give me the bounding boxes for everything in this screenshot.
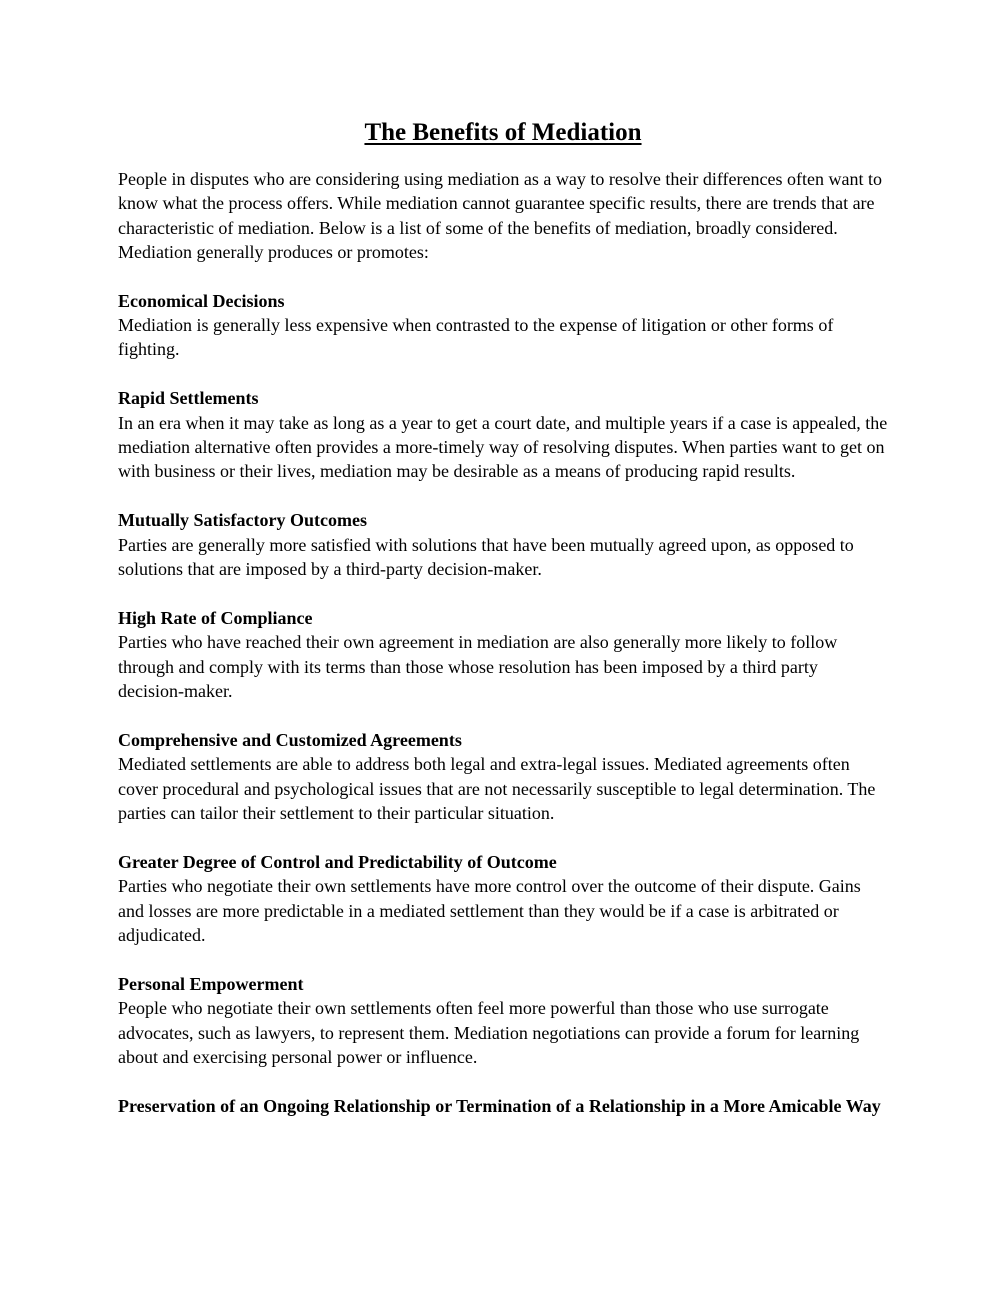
benefit-section-economical-decisions (118, 289, 888, 362)
section-body: Mediation is generally less expensive when contrasted to the expense of litigation or other forms of fighting. (118, 315, 834, 360)
section-heading: Mutually Satisfactory Outcomes (118, 510, 367, 531)
section-heading: High Rate of Compliance (118, 607, 313, 628)
document-page (118, 117, 888, 1143)
benefit-section-control-and-predictability (118, 850, 888, 948)
section-heading: Personal Empowerment (118, 973, 304, 994)
benefit-section-comprehensive-agreements (118, 728, 888, 826)
section-heading: Rapid Settlements (118, 388, 259, 409)
intro-paragraph: People in disputes who are considering using mediation as a way to resolve their differences often want to know what the process offers. While mediation cannot guarantee specific results, there are trends that are characteristic of mediation. Below is a list of some of the benefits of mediation, broadly considered. Mediation generally produces or promotes: (118, 169, 882, 263)
section-body: Parties are generally more satisfied with solutions that have been mutually agreed upon, as opposed to solutions that are imposed by a third-party decision-maker. (118, 534, 854, 580)
document-title: The Benefits of Mediation (364, 119, 642, 146)
benefit-section-mutually-satisfactory-outcomes (118, 508, 888, 581)
section-body: Parties who have reached their own agreement in mediation are also generally more likely to follow through and comply with its terms than those whose resolution has been imposed by a third party decision-maker. (118, 632, 838, 702)
benefit-section-high-rate-of-compliance (118, 606, 888, 704)
section-heading: Preservation of an Ongoing Relationship or Termination of a Relationship in a More Amicable Way (118, 1095, 881, 1116)
section-heading: Economical Decisions (118, 290, 285, 311)
benefit-section-personal-empowerment (118, 972, 888, 1070)
benefit-section-rapid-settlements (118, 386, 888, 484)
section-heading: Comprehensive and Customized Agreements (118, 729, 462, 750)
section-heading: Greater Degree of Control and Predictability of Outcome (118, 851, 557, 872)
section-body: Mediated settlements are able to address both legal and extra-legal issues. Mediated agreements often cover procedural and psychological issues that are not necessarily susceptible to legal determination. The parties can tailor their settlement to their particular situation. (118, 754, 876, 824)
section-body: Parties who negotiate their own settlements have more control over the outcome of their dispute. Gains and losses are more predictable in a mediated settlement than they would be if a case is arbitrated or adjudicated. (118, 876, 861, 946)
section-body: In an era when it may take as long as a year to get a court date, and multiple years if a case is appealed, the mediation alternative often provides a more-timely way of resolving disputes. When parties want to get on with business or their lives, mediation may be desirable as a means of producing rapid results. (118, 412, 888, 482)
section-body: People who negotiate their own settlements often feel more powerful than those who use surrogate advocates, such as lawyers, to represent them. Mediation negotiations can provide a forum for learning about and exercising personal power or influence. (118, 998, 860, 1068)
benefit-section-preservation-of-relationship (118, 1094, 888, 1118)
